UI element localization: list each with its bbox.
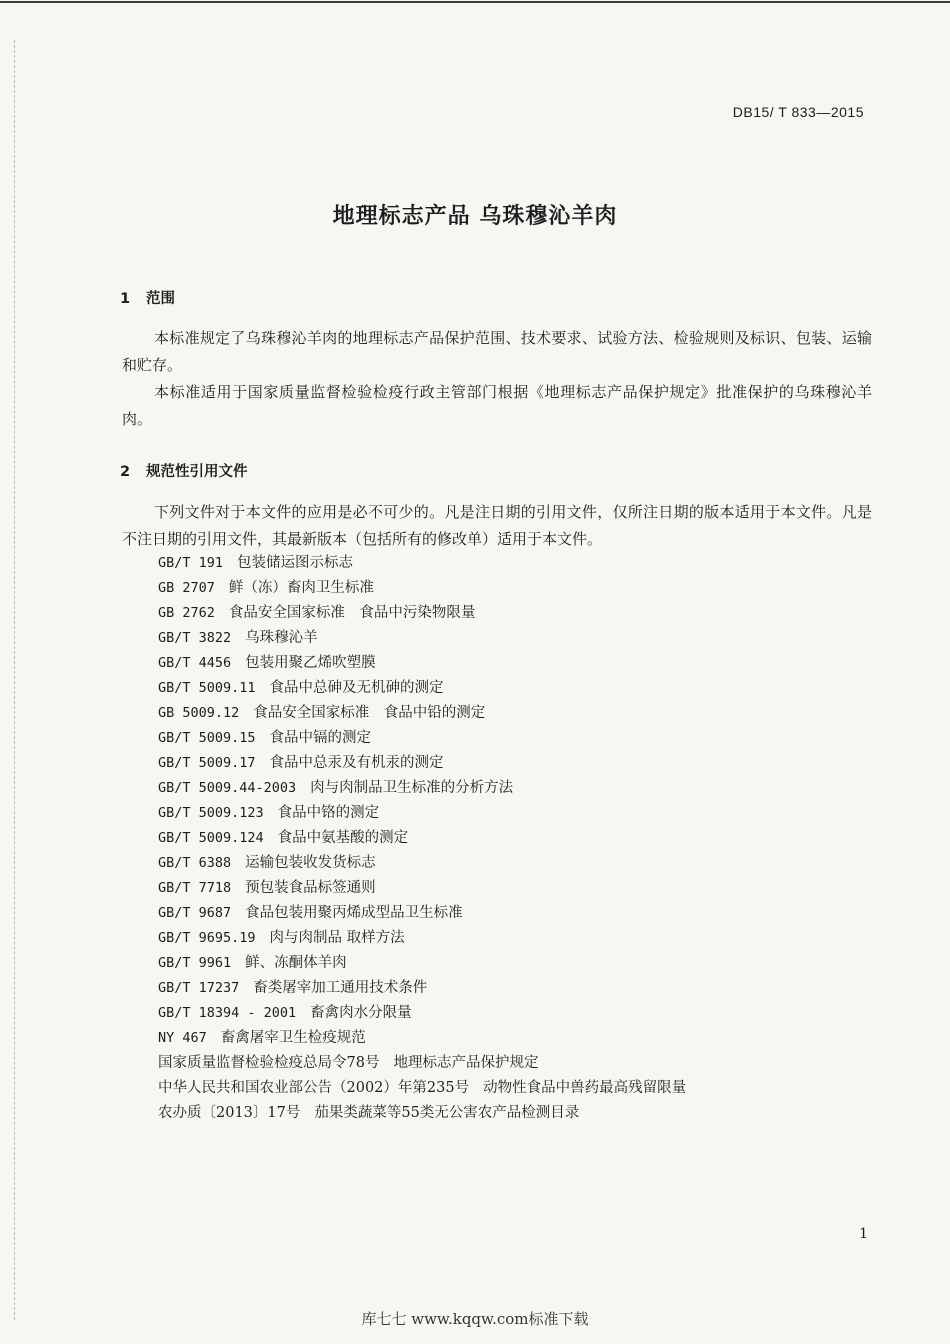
reference-item <box>158 676 858 701</box>
reference-title: 运输包装收发货标志 <box>245 855 376 871</box>
section-title: 范围 <box>146 291 175 307</box>
reference-title: 畜类屠宰加工通用技术条件 <box>253 980 428 996</box>
reference-title: 包装用聚乙烯吹塑膜 <box>245 655 376 671</box>
reference-code: GB/T 3822 <box>158 630 232 646</box>
reference-code: GB/T 5009.11 <box>158 680 256 696</box>
reference-code: GB/T 6388 <box>158 855 232 871</box>
reference-code: GB/T 4456 <box>158 655 232 671</box>
reference-title: 动物性食品中兽药最高残留限量 <box>483 1080 687 1096</box>
reference-title: 地理标志产品保护规定 <box>393 1055 539 1071</box>
reference-code: GB/T 18394 - 2001 <box>158 1005 297 1021</box>
reference-list <box>158 551 858 1126</box>
reference-code: 国家质量监督检验检疫总局令78号 <box>158 1055 380 1071</box>
reference-code: GB/T 5009.17 <box>158 755 256 771</box>
reference-item <box>158 801 858 826</box>
reference-title: 鲜、冻酮体羊肉 <box>245 955 347 971</box>
reference-code: NY 467 <box>158 1030 207 1046</box>
reference-title: 食品中总汞及有机汞的测定 <box>269 755 444 771</box>
reference-title: 畜禽肉水分限量 <box>310 1005 412 1021</box>
reference-code: GB 2762 <box>158 605 215 621</box>
footer-watermark-text: 库七七 www.kqqw.com标准下载 <box>361 1310 589 1328</box>
reference-item <box>158 851 858 876</box>
reference-title: 食品中总砷及无机砷的测定 <box>269 680 444 696</box>
paragraph: 下列文件对于本文件的应用是必不可少的。凡是注日期的引用文件，仅所注日期的版本适用于本文件。凡是不注日期的引用文件，其最新版本（包括所有的修改单）适用于本文件。 <box>122 503 872 548</box>
reference-code: GB/T 5009.15 <box>158 730 256 746</box>
reference-item <box>158 701 858 726</box>
reference-item <box>158 776 858 801</box>
reference-code: GB 2707 <box>158 580 215 596</box>
reference-code: 农办质〔2013〕17号 <box>158 1105 301 1121</box>
reference-title: 茄果类蔬菜等55类无公害农产品检测目录 <box>314 1105 580 1121</box>
section-number: 1 <box>120 291 131 307</box>
reference-item <box>158 576 858 601</box>
reference-item <box>158 551 858 576</box>
reference-title: 食品安全国家标准 食品中污染物限量 <box>228 605 476 621</box>
document-code: DB15/ T 833—2015 <box>732 104 864 120</box>
reference-title: 肉与肉制品卫生标准的分析方法 <box>310 780 514 796</box>
document-title: 地理标志产品 乌珠穆沁羊肉 <box>332 204 618 229</box>
reference-item <box>158 1101 858 1126</box>
reference-item <box>158 626 858 651</box>
page-number: 1 <box>859 1226 868 1242</box>
reference-item <box>158 976 858 1001</box>
reference-title: 食品包装用聚丙烯成型品卫生标准 <box>245 905 463 921</box>
reference-code: GB 5009.12 <box>158 705 240 721</box>
reference-item <box>158 876 858 901</box>
reference-title: 食品安全国家标准 食品中铅的测定 <box>253 705 486 721</box>
reference-title: 预包装食品标签通则 <box>245 880 376 896</box>
section-2-heading <box>120 460 248 481</box>
reference-item <box>158 1001 858 1026</box>
reference-code: 中华人民共和国农业部公告（2002）年第235号 <box>158 1080 470 1096</box>
reference-title: 乌珠穆沁羊 <box>245 630 318 646</box>
reference-code: GB/T 191 <box>158 555 224 571</box>
reference-title: 包装储运图示标志 <box>237 555 354 571</box>
reference-item <box>158 1026 858 1051</box>
reference-title: 畜禽屠宰卫生检疫规范 <box>220 1030 366 1046</box>
reference-item <box>158 651 858 676</box>
reference-item <box>158 1051 858 1076</box>
reference-code: GB/T 17237 <box>158 980 240 996</box>
reference-code: GB/T 7718 <box>158 880 232 896</box>
reference-item <box>158 951 858 976</box>
reference-code: GB/T 9687 <box>158 905 232 921</box>
reference-title: 食品中镉的测定 <box>269 730 372 746</box>
reference-item <box>158 751 858 776</box>
section-title: 规范性引用文件 <box>146 464 248 480</box>
reference-item <box>158 901 858 926</box>
reference-code: GB/T 9961 <box>158 955 232 971</box>
reference-code: GB/T 9695.19 <box>158 930 256 946</box>
reference-code: GB/T 5009.123 <box>158 805 264 821</box>
paragraph: 本标准适用于国家质量监督检验检疫行政主管部门根据《地理标志产品保护规定》批准保护的乌珠穆沁羊肉。 <box>122 383 872 428</box>
reference-item <box>158 601 858 626</box>
reference-title: 食品中铬的测定 <box>277 805 380 821</box>
reference-code: GB/T 5009.124 <box>158 830 264 846</box>
reference-code: GB/T 5009.44-2003 <box>158 780 297 796</box>
paragraph: 本标准规定了乌珠穆沁羊肉的地理标志产品保护范围、技术要求、试验方法、检验规则及标识、包装、运输和贮存。 <box>122 329 872 374</box>
reference-item <box>158 826 858 851</box>
section-number: 2 <box>120 464 131 480</box>
reference-item <box>158 926 858 951</box>
reference-title: 食品中氨基酸的测定 <box>277 830 409 846</box>
scan-edge-dots <box>14 40 15 1320</box>
reference-title: 肉与肉制品 取样方法 <box>269 930 405 946</box>
top-border-line <box>0 1 950 3</box>
reference-title: 鲜（冻）畜肉卫生标准 <box>228 580 374 596</box>
reference-item <box>158 1076 858 1101</box>
section-1-heading <box>120 287 175 308</box>
reference-item <box>158 726 858 751</box>
